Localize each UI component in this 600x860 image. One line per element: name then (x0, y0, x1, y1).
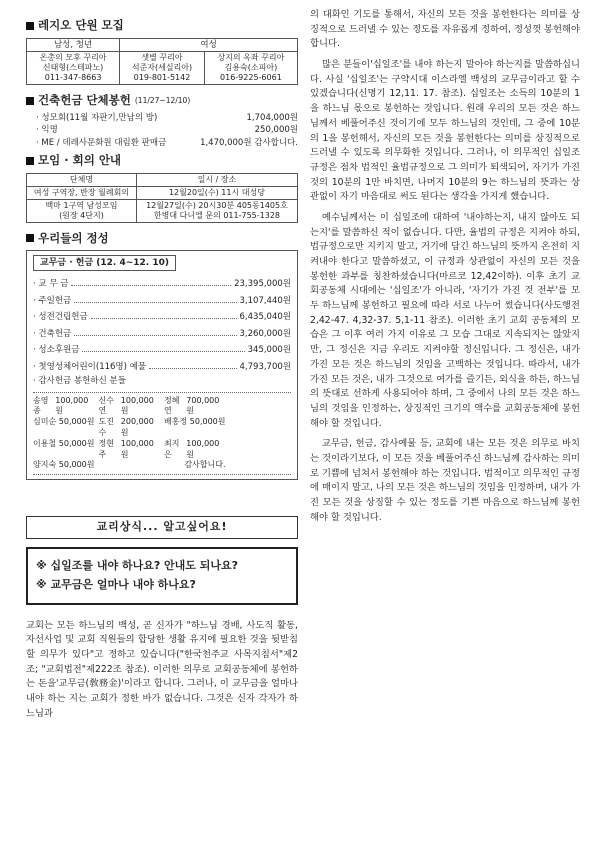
donor-amount: 50,000원 (189, 417, 226, 427)
offering-item: · 교 무 금 23,395,000원 (33, 279, 291, 290)
donor-amount: 700,000원 (186, 395, 220, 416)
donor-entry (230, 439, 292, 461)
offering-item: · 성소후원금 345,000원 (33, 345, 291, 356)
donor-amount: 감사합니다. (184, 460, 226, 470)
donor-entry (33, 460, 95, 471)
list-item: · ME / 데레사문화원 대림환 판매금 1,470,000원 감사합니다. (36, 137, 298, 148)
question-item: ※ 교무금은 얼마나 내야 하나요? (36, 577, 196, 591)
donor-name: 배홍정 (164, 417, 188, 427)
radio-cell: 샛별 꾸리아 석준자(세실리아) 019-801-5142 (120, 52, 205, 85)
donor-amount: 100,000원 (120, 395, 154, 416)
right-paragraph: 의 대화인 기도를 통해서, 자신의 모든 것을 봉헌한다는 의미를 상징적으로 드러낼 수 있는 정도를 자유롭게 정하여, 정성껏 봉헌해야 합니다. (310, 9, 580, 50)
offering-item: · 첫영성체어린이(116명) 예물 4,793,700원 (33, 361, 291, 372)
meetings-table (26, 173, 298, 223)
donor-name: 도진수 (98, 417, 114, 437)
donor-entry (99, 460, 161, 471)
list-item: · 성모회(11월 자판기,만남의 방) 1,704,000원 (36, 112, 298, 123)
meetings-head-group: 단체명 (27, 173, 137, 186)
right-paragraph: 많은 분들이'십일조'를 내야 하는지 말아야 하는지를 말씀하십니다. 사실 '십일조'는 구약시대 이스라엘 백성의 교무금이라고 할 수 있겠습니다(신명기 12,11. 17. 참조). 십일조는 소득의 10분의 1을 하느님 몫으로 봉헌하는 것입니다. 원래 우리의 모든 것은 하느님께서 베풀어주신 것이기에 모두 하느님의 것인데, 그 중에 10분의 1을 봉헌해서, 자신의 모든 것을 봉헌한다는 의미를 상징적으로 드러낼 수 있도록 의무화한 것입니다. 그러나, 이 의무적인 십일조 규정은 점차 법적인 율법규정으로 그 의미가 퇴색되어, 자기가 가진 것의 10분의 1만 바치면, 나머지 10분의 9는 하느님의 뜻과는 상관없이 자기 마음대로 써도 된다는 생각을 가지게 했습니다. (310, 59, 580, 203)
radio-section-title: 레지오 단원 모집 (26, 18, 298, 34)
donor-amount: 200,000원 (120, 417, 154, 437)
donor-entry (164, 417, 226, 439)
radio-head-male: 남성, 청년 (27, 38, 120, 52)
building-list (36, 113, 298, 149)
donor-entry (99, 396, 161, 418)
donor-grid (33, 392, 291, 476)
left-column (26, 14, 298, 721)
radio-table (26, 38, 298, 86)
offering-item: · 주일헌금 3,107,440원 (33, 295, 291, 306)
table-row: 여성 구역장, 반장 월례회의 12월20일(수) 11시 대성당 (27, 186, 298, 199)
donor-entry (164, 396, 226, 418)
offering-section-title: 우리들의 정성 (26, 231, 298, 247)
donor-name: 심미순 (33, 417, 57, 427)
donor-amount: 50,000원 (58, 417, 95, 427)
square-bullet-icon (26, 157, 34, 165)
right-paragraph: 교무금, 헌금, 감사예물 등, 교회에 내는 모든 것은 의무로 바치는 것이라기보다, 이 모든 것을 베풀어주신 하느님께 감사하는 의미로 기쁨에 넘쳐서 봉헌해야 하는 것입니다. 법적이고 의무적인 규정에 매이지 말고, 나의 모든 것은 하느님의 것임을 인정하며, 내가 가진 모든 것을 상징할 수 있는 정도를 기쁜 마음으로 하느님께 봉헌해야 할 것입니다. (310, 438, 580, 523)
square-bullet-icon (26, 234, 34, 242)
donor-name: 최지은 (164, 438, 180, 459)
question-box (26, 547, 298, 605)
offering-head: 교무금 · 헌금 (12. 4~12. 10) (33, 255, 176, 271)
square-bullet-icon (26, 22, 34, 30)
donor-amount: 100,000원 (55, 395, 89, 416)
donor-amount: 100,000원 (186, 438, 220, 459)
donor-entry (33, 396, 95, 418)
donor-entry (99, 439, 161, 461)
meetings-section-title: 모임 · 회의 안내 (26, 153, 298, 169)
table-row: 백마 1구역 남성모임 (원장 4단지) 12월27일(수) 20시30분 405동1405호 한병대 다니엘 문의 011-755-1328 (27, 199, 298, 222)
offering-box (26, 250, 298, 480)
donor-name: 신수연 (98, 395, 114, 416)
list-item: · 익명 250,000원 (36, 125, 298, 136)
radio-cell: 온총의 모후 꾸리아 신태형(스테파노) 011-347-8663 (27, 52, 120, 85)
donor-entry (33, 417, 95, 439)
donor-name: 정혜연 (164, 395, 180, 416)
donor-amount: 50,000원 (58, 438, 95, 448)
donor-entry (99, 417, 161, 439)
donor-entry (164, 460, 226, 471)
right-column (310, 8, 580, 531)
building-section-title: 건축헌금 단체봉헌 (11/27~12/10) (26, 93, 298, 109)
left-paragraph: 교회는 모든 하느님의 백성, 곧 신자가 "하느님 경배, 사도직 활동, 자선사업 및 교회 직원들의 합당한 생활 유지에 필요한 것을 뒷받침할 의무가 있다"고 정하고 있습니다("한국천주교 사목지침서"제2조; "교회법전"제222조 참조). 이러한 의무로 교회공동체에 봉헌하는 돈을'교무금(敎務金)'이라고 합니다. 그러나, 이 교무금을 얼마나 내야 하는 지는 교회가 정한 바가 없습니다. 그것은 신자 각자가 하느님과 (26, 619, 298, 719)
question-item: ※ 십일조를 내야 하나요? 안내도 되나요? (36, 558, 238, 572)
offering-item: · 건축헌금 3,260,000원 (33, 328, 291, 339)
donor-name: 정현주 (98, 438, 114, 459)
donor-name: 송영종 (33, 395, 49, 416)
donor-entry (33, 439, 95, 461)
donor-amount: 50,000원 (58, 460, 95, 470)
donor-entry (230, 396, 292, 418)
donor-entry (230, 460, 292, 471)
meetings-head-time: 일시 / 장소 (136, 173, 297, 186)
offering-item: · 감사헌금 봉헌하신 분들 (33, 376, 126, 387)
donor-name: 양지숙 (33, 460, 57, 470)
doctrine-banner: 교리상식... 알고싶어요! (26, 516, 298, 539)
offering-item: · 성전건립헌금 6,435,040원 (33, 312, 291, 323)
donor-entry (164, 439, 226, 461)
radio-head-female: 여성 (120, 38, 298, 52)
right-paragraph: 예수님께서는 이 십일조에 대하여 '내야하는지, 내지 않아도 되는지'를 말씀하신 적이 없습니다. 다만, 율법의 규정은 지켜야 하되, 법규정으로만 지키지 말고, 거기에 담긴 하느님의 뜻까지 온전히 지켜내야 한다고 말씀하셨고, 이 규정과 상관없이 자신의 모든 것을 봉헌한 과부를 칭찬하셨습니다(마르코 12,42이하). 이후 초기 교회공동체 시대에는 '십일조'가 아니라, '자기가 가진 것 전부'를 모두 하느님께 봉헌하고 필요에 따라 서로 나누어 썼습니다(사도행전2,42-47. 4,32-37. 5,1-11 참조). 이러한 초기 교회 공동체의 모습은 그 이후 여러 가지 이유로 그 모습 그대로 지속되지는 않았지만, 그 정신은 지금 우리도 지켜야할 정신입니다. 그 정신은, 내가 가진 모든 것은 하느님의 것임을 고백하는 것입니다. 따라서, 내가 가진 모든 것은, 내가 그것으로 여가를 즐기든, 외식을 하든, 하느님의 뜻대로 선하게 사용되어야 하며, 그 중에서 나의 모든 것은 하느님의 것임을 인정하는, 상징적인 크기의 액수를 교회공동체에 봉헌해야 할 것입니다. (310, 211, 580, 429)
radio-cell: 상지의 옥좌 꾸리아 김용숙(소피아) 016-9225-6061 (204, 52, 297, 85)
donor-amount: 100,000원 (120, 438, 154, 459)
square-bullet-icon (26, 97, 34, 105)
donor-name: 이용철 (33, 438, 57, 448)
donor-entry (230, 417, 292, 439)
